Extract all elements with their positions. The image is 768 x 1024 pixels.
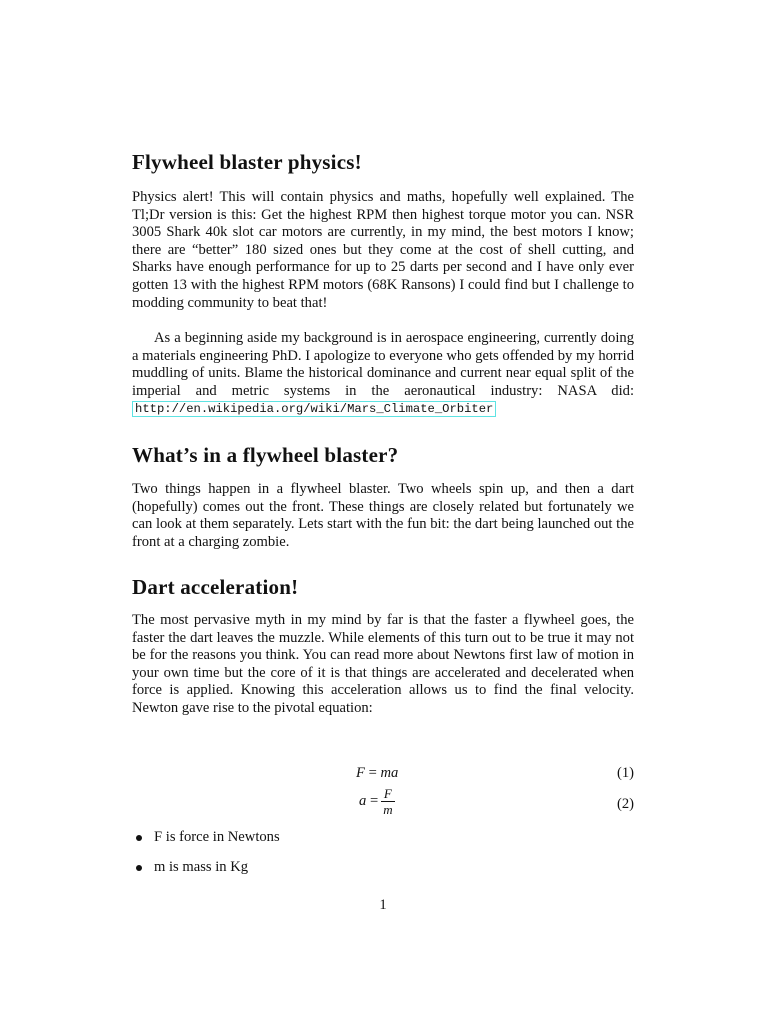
page-number: 1 [379,897,387,913]
variable-list [132,829,280,889]
equation-1-body [356,765,398,782]
equation-1-rhs: ma [380,765,399,781]
two-things-paragraph: Two things happen in a flywheel blaster. Two wheels spin up, and then a dart (hopefully) comes out the front. These things are closely related but fortunately we can look at them separately. Lets start with the fun bit: the dart being launched out the front at a charging zombie. [132,481,634,550]
equation-2-body [359,786,395,817]
myth-paragraph: The most pervasive myth in my mind by far is that the faster a flywheel goes, the faster the dart leaves the muzzle. While elements of this turn out to be true it may not be for the reasons you think. You can read more about Newtons first law of motion in your own time but the core of it is that things are accelerated and decelerated when force is applied. Knowing this acceleration allows us to find the final velocity. Newton gave rise to the pivotal equation: [132,612,634,716]
equation-2-denominator: m [383,802,393,817]
section-title-dart-acceleration: Dart acceleration! [132,575,299,599]
equation-2-equals: = [369,793,379,809]
bullet-icon [136,865,142,871]
equation-1-lhs: F [356,765,365,781]
section-title-flywheel-physics: Flywheel blaster physics! [132,150,362,174]
equation-1-equals: = [368,765,377,781]
background-paragraph [132,330,634,419]
equation-1-number: (1) [616,765,634,781]
equation-2-numerator: F [381,786,394,802]
section-title-whats-in-blaster: What’s in a flywheel blaster? [132,443,399,467]
intro-paragraph: Physics alert! This will contain physics and maths, hopefully well explained. The Tl;Dr version is this: Get the highest RPM then highest torque motor you can. NSR 3005 Shark 40k slot car motors are currently, in my mind, the best motors I know; there are “better” 180 sized ones but they come at the cost of shell cutting, and Sharks have enough performance for up to 25 darts per second and I have only ever gotten 13 with the highest RPM motors (68K Ransons) I could find but I challenge to modding community to beat that! [132,189,634,311]
bullet-icon [136,835,142,841]
list-item-text: m is mass in Kg [154,859,249,875]
list-item [132,829,280,849]
equation-2-fraction [381,786,394,817]
background-paragraph-text: As a beginning aside my background is in aerospace engineering, currently doing a materials engineering PhD. I apologize to everyone who gets offended by my horrid muddling of units. Blame the historical dominance and current near equal split of the imperial and metric systems in the aeronautical industry: NASA did: [132,330,634,399]
mars-climate-orbiter-link[interactable]: http://en.wikipedia.org/wiki/Mars_Climate_Orbiter [132,401,496,417]
equation-1 [132,765,634,787]
list-item [132,859,280,879]
equation-2-lhs: a [359,793,367,809]
equation-2 [132,786,634,824]
list-item-text: F is force in Newtons [154,829,280,845]
equation-2-number: (2) [616,796,634,812]
